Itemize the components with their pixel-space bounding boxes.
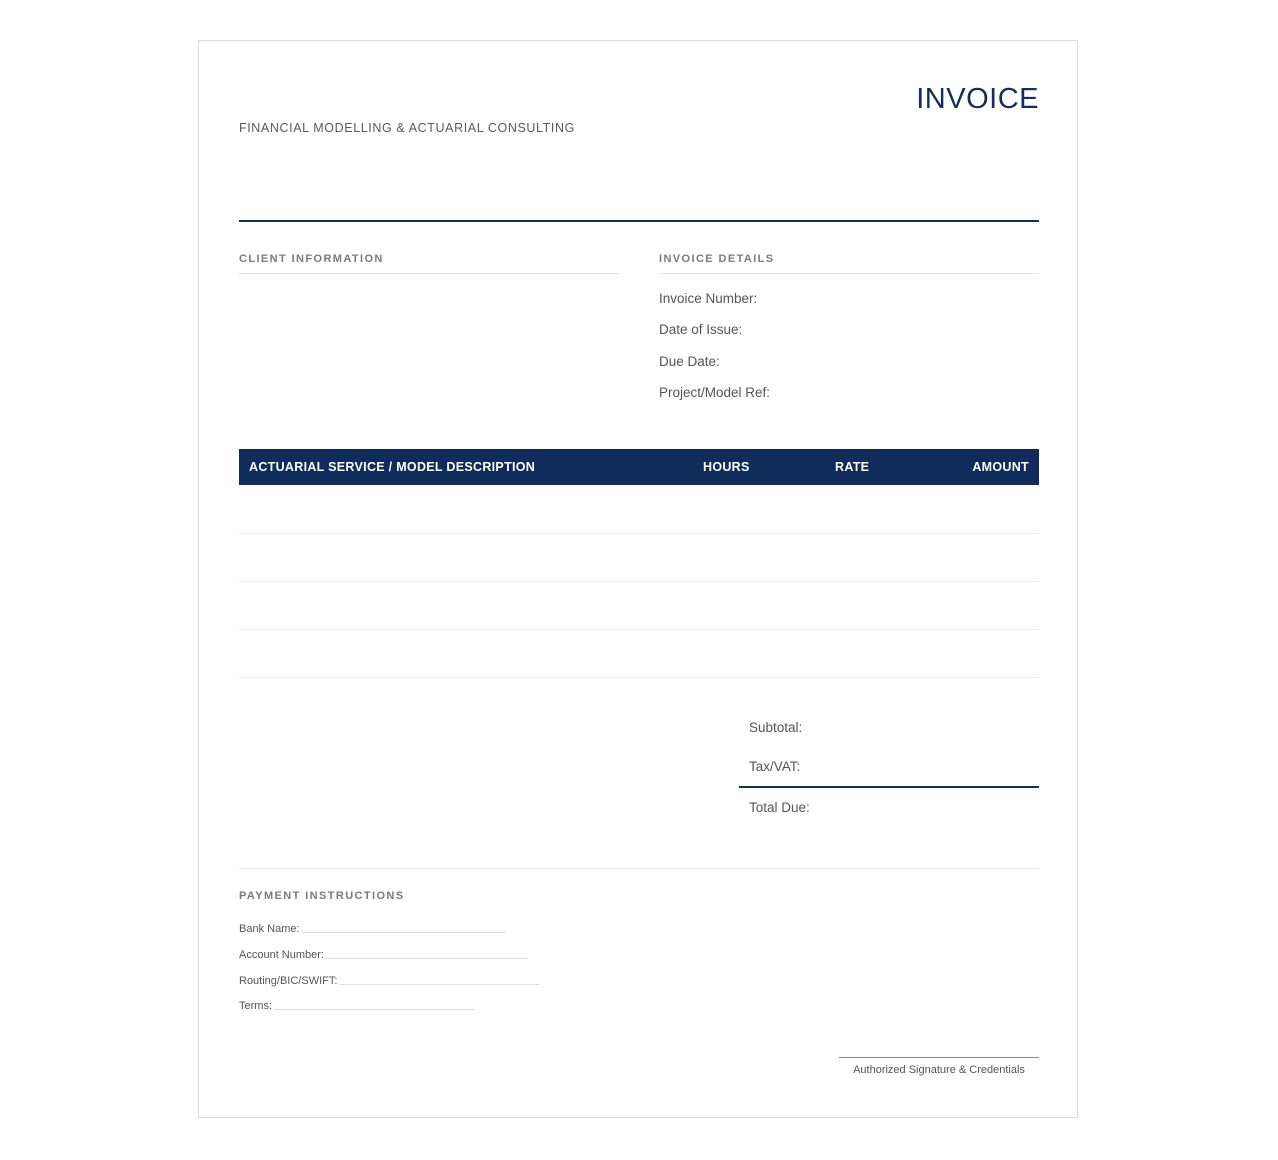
date-of-issue-label: Date of Issue:	[659, 322, 743, 337]
account-number-row	[239, 949, 528, 961]
document-title: INVOICE	[916, 83, 1039, 115]
column-header-hours: HOURS	[703, 460, 750, 474]
invoice-page	[198, 40, 1078, 1118]
client-information-divider	[239, 273, 619, 274]
client-information-heading: CLIENT INFORMATION	[239, 253, 384, 265]
bank-name-line	[302, 932, 506, 933]
table-row	[239, 582, 1039, 630]
header-divider	[239, 220, 1039, 222]
company-tagline: FINANCIAL MODELLING & ACTUARIAL CONSULTING	[239, 121, 575, 135]
payment-instructions-heading: PAYMENT INSTRUCTIONS	[239, 890, 405, 902]
total-due-label: Total Due:	[749, 800, 810, 815]
invoice-content	[239, 41, 1039, 1117]
signature-line	[839, 1057, 1039, 1058]
terms-line	[274, 1009, 474, 1010]
invoice-details-divider	[659, 273, 1039, 274]
invoice-details-heading: INVOICE DETAILS	[659, 253, 775, 265]
column-header-description: ACTUARIAL SERVICE / MODEL DESCRIPTION	[249, 460, 536, 474]
terms-row	[239, 1000, 474, 1012]
bank-name-label: Bank Name:	[239, 923, 300, 935]
project-ref-label: Project/Model Ref:	[659, 385, 771, 400]
payment-divider	[239, 868, 1039, 869]
routing-row	[239, 975, 539, 987]
subtotal-label: Subtotal:	[749, 720, 803, 735]
table-row	[239, 630, 1039, 678]
terms-label: Terms:	[239, 1000, 272, 1012]
routing-line	[339, 984, 539, 985]
signature-label: Authorized Signature & Credentials	[853, 1064, 1025, 1076]
routing-label: Routing/BIC/SWIFT:	[239, 975, 338, 987]
totals-divider	[739, 786, 1039, 788]
account-number-line	[326, 958, 528, 959]
invoice-number-label: Invoice Number:	[659, 291, 758, 306]
table-row	[239, 534, 1039, 582]
tax-vat-label: Tax/VAT:	[749, 759, 801, 774]
bank-name-row	[239, 923, 506, 935]
column-header-amount: AMOUNT	[972, 460, 1029, 474]
account-number-label: Account Number:	[239, 949, 324, 961]
table-row	[239, 486, 1039, 534]
line-items-header	[239, 449, 1039, 485]
column-header-rate: RATE	[835, 460, 870, 474]
due-date-label: Due Date:	[659, 354, 720, 369]
